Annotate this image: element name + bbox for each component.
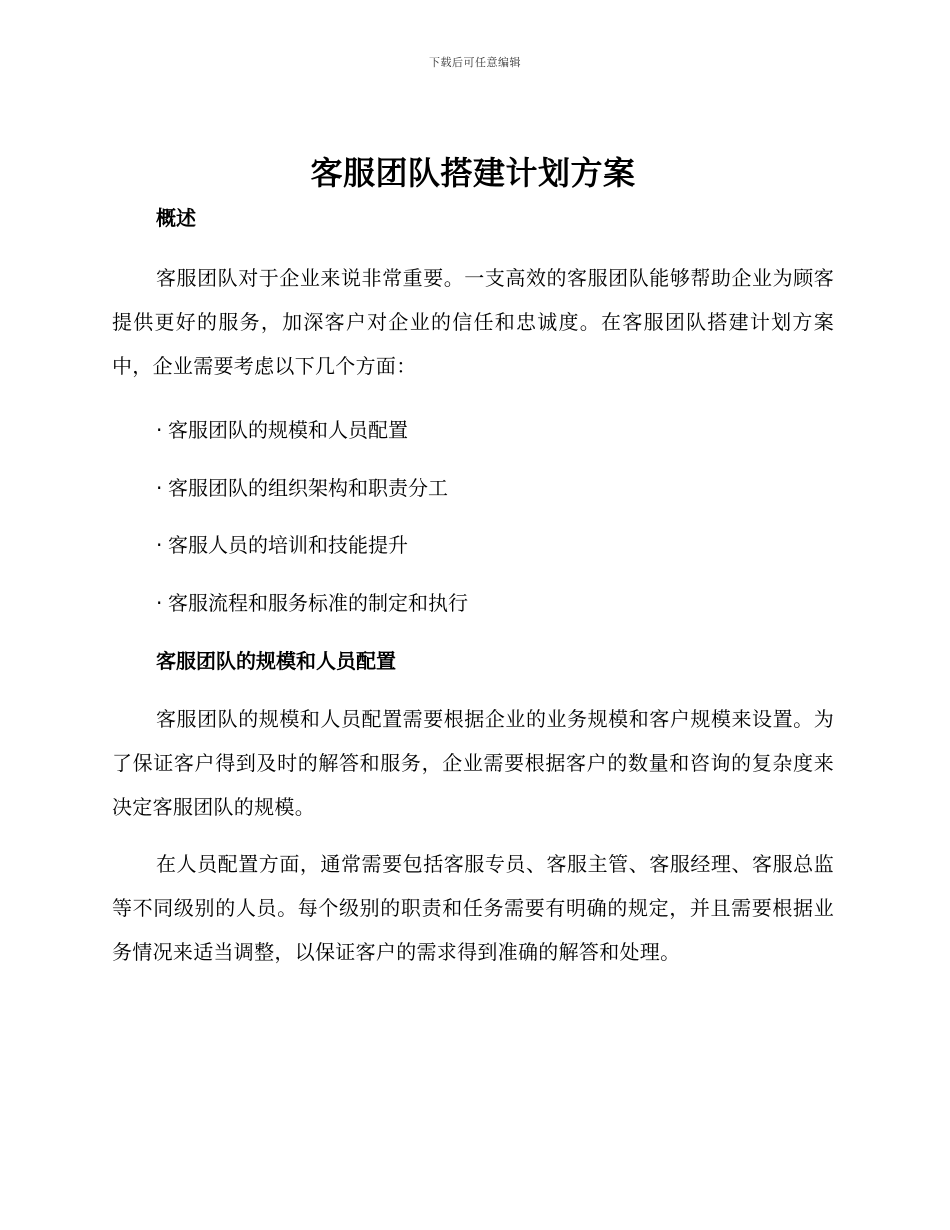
list-item xyxy=(112,416,834,444)
section-heading-overview: 概述 xyxy=(156,206,196,230)
section-heading-scale: 客服团队的规模和人员配置 xyxy=(156,649,396,673)
list-item-text: 客服人员的培训和技能提升 xyxy=(168,533,408,557)
list-item-text: 客服团队的规模和人员配置 xyxy=(168,418,408,442)
list-item xyxy=(112,589,834,617)
list-item-text: 客服团队的组织架构和职责分工 xyxy=(168,476,448,500)
staffing-paragraph: 在人员配置方面，通常需要包括客服专员、客服主管、客服经理、客服总监等不同级别的人员。每个级别的职责和任务需要有明确的规定，并且需要根据业务情况来适当调整，以保证客户的需求得到准确的解答和处理。 xyxy=(112,852,834,964)
bullet-dot: · xyxy=(156,591,163,615)
scale-paragraph: 客服团队的规模和人员配置需要根据企业的业务规模和客户规模来设置。为了保证客户得到及时的解答和服务，企业需要根据客户的数量和咨询的复杂度来决定客服团队的规模。 xyxy=(112,707,834,819)
document-body xyxy=(112,150,834,974)
list-item-text: 客服流程和服务标准的制定和执行 xyxy=(168,591,468,615)
bullet-dot: · xyxy=(156,533,163,557)
bullet-dot: · xyxy=(156,476,163,500)
bullet-dot: · xyxy=(156,418,163,442)
list-item xyxy=(112,531,834,559)
overview-paragraph: 客服团队对于企业来说非常重要。一支高效的客服团队能够帮助企业为顾客提供更好的服务，加深客户对企业的信任和忠诚度。在客服团队搭建计划方案中，企业需要考虑以下几个方面： xyxy=(112,266,834,378)
list-item xyxy=(112,474,834,502)
page-title: 客服团队搭建计划方案 xyxy=(310,154,636,192)
aspect-list xyxy=(112,416,834,617)
header-note: 下载后可任意编辑 xyxy=(429,56,521,69)
